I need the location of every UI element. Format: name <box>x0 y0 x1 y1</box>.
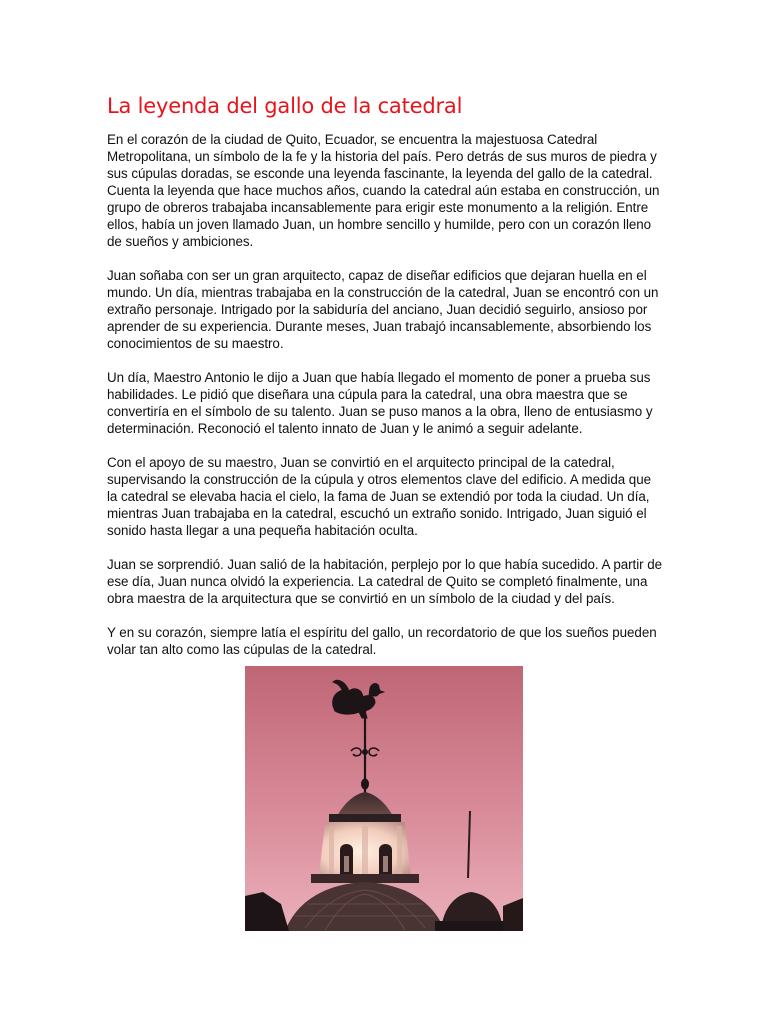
document-title: La leyenda del gallo de la catedral <box>107 94 463 118</box>
paragraph-1: En el corazón de la ciudad de Quito, Ecuador, se encuentra la majestuosa Catedral Metropolitana, un símbolo de la fe y la historia del país. Pero detrás de sus muros de piedra y sus cúpulas doradas, se esconde una leyenda fascinante, la leyenda del gallo de la catedral. Cuenta la leyenda que hace muchos años, cuando la catedral aún estaba en construcción, un grupo de obreros trabajaba incansablemente para erigir este monumento a la religión. Entre ellos, había un joven llamado Juan, un hombre sencillo y humilde, pero con un corazón lleno de sueños y ambiciones. <box>107 132 660 249</box>
document-page <box>107 93 663 675</box>
lantern-lower-cornice <box>311 874 419 883</box>
photo-illustration <box>245 666 523 931</box>
paragraph-6: Y en su corazón, siempre latía el espíritu del gallo, un recordatorio de que los sueños pueden volar tan alto como las cúpulas de la catedral. <box>107 625 657 657</box>
paragraph-2: Juan soñaba con ser un gran arquitecto, capaz de diseñar edificios que dejaran huella en el mundo. Un día, mientras trabajaba en la construcción de la catedral, Juan se encontró con un extraño personaje. Intrigado por la sabiduría del anciano, Juan decidió seguirlo, ansioso por aprender de su experiencia. Durante meses, Juan trabajó incansablemente, absorbiendo los conocimientos de su maestro. <box>107 268 659 351</box>
cathedral-rooster-photo <box>245 666 523 931</box>
paragraph-5: Juan se sorprendió. Juan salió de la habitación, perplejo por lo que había sucedido. A partir de ese día, Juan nunca olvidó la experiencia. La catedral de Quito se completó finalmente, una obra maestra de la arquitectura que se convirtió en un símbolo de la ciudad y del país. <box>107 557 663 606</box>
paragraph-4: Con el apoyo de su maestro, Juan se convirtió en el arquitecto principal de la catedral, supervisando la construcción de la cúpula y otros elementos clave del edificio. A medida que la catedral se elevaba hacia el cielo, la fama de Juan se extendió por toda la ciudad. Un día, mientras Juan trabajaba en la catedral, escuchó un extraño sonido. Intrigado, Juan siguió el sonido hasta llegar a una pequeña habitación oculta. <box>107 455 651 538</box>
upper-dome-cornice <box>329 814 401 822</box>
paragraph-3: Un día, Maestro Antonio le dijo a Juan que había llegado el momento de poner a prueba sus habilidades. Le pidió que diseñara una cúpula para la catedral, una obra maestra que se convertiría en el símbolo de su talento. Juan se puso manos a la obra, lleno de entusiasmo y determinación. Reconoció el talento innato de Juan y le animó a seguir adelante. <box>107 370 653 436</box>
